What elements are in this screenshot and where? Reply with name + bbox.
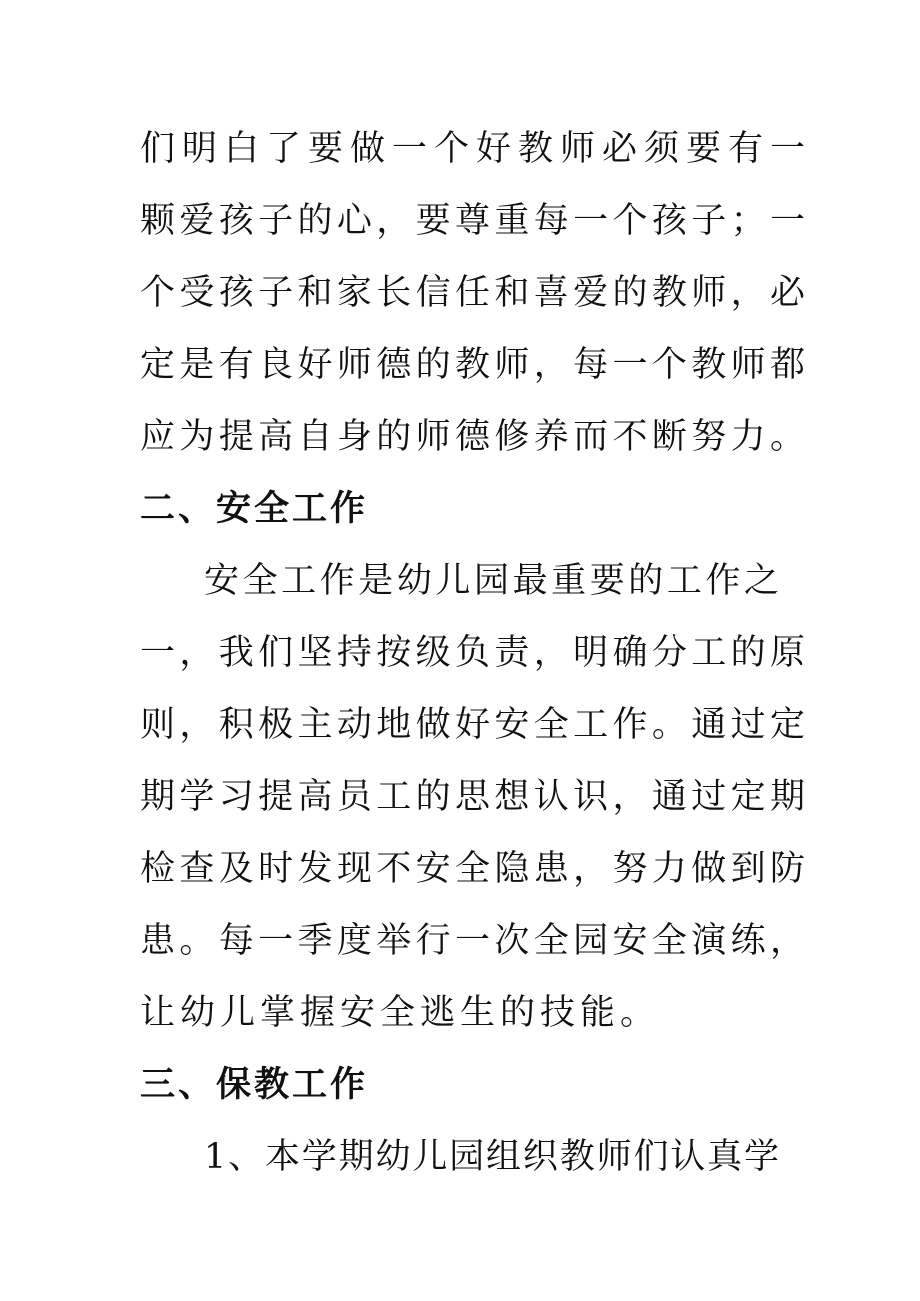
- paragraph-line: 期学习提高员工的思想认识，通过定期: [140, 777, 805, 817]
- paragraph-line: 个受孩子和家长信任和喜爱的教师，必: [140, 273, 805, 313]
- paragraph-line: 一，我们坚持按级负责，明确分工的原: [140, 633, 805, 673]
- paragraph-line: 定是有良好师德的教师，每一个教师都: [140, 345, 805, 385]
- paragraph-line: 们明白了要做一个好教师必须要有一: [140, 129, 805, 169]
- paragraph-line: 则，积极主动地做好安全工作。通过定: [140, 705, 805, 745]
- section-heading-safety: 二、安全工作: [140, 489, 369, 529]
- paragraph-line: 检查及时发现不安全隐患，努力做到防: [140, 849, 805, 889]
- paragraph-line: 应为提高自身的师德修养而不断努力。: [140, 417, 805, 457]
- paragraph-line: 1、本学期幼儿园组织教师们认真学: [204, 1137, 779, 1177]
- paragraph-line: 患。每一季度举行一次全园安全演练，: [140, 921, 805, 961]
- paragraph-line: 安全工作是幼儿园最重要的工作之: [204, 561, 779, 601]
- paragraph-line: 颗爱孩子的心，要尊重每一个孩子；一: [140, 201, 805, 241]
- paragraph-line: 让幼儿掌握安全逃生的技能。: [140, 993, 661, 1033]
- section-heading-teaching: 三、保教工作: [140, 1065, 369, 1105]
